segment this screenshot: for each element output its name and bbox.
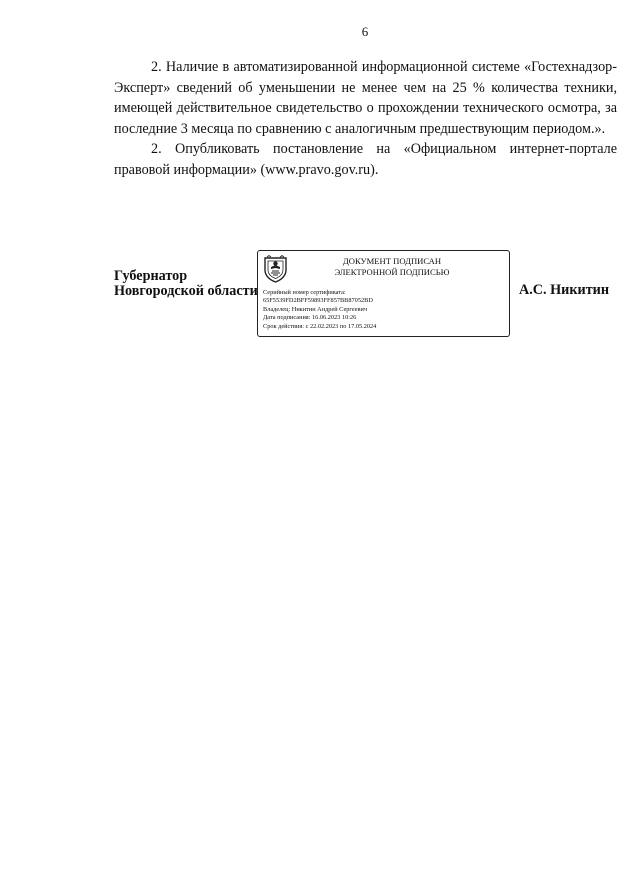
coat-of-arms-icon [263,255,288,283]
signer-name: А.С. Никитин [519,282,610,298]
page-number: 6 [361,24,369,39]
stamp-details [263,289,376,331]
stamp-signing-date: Дата подписания: 16.06.2023 10:26 [263,314,357,322]
signatory-position-line1: Губернатор [114,268,188,284]
stamp-owner: Владелец: Никитин Андрей Сергеевич [263,305,368,313]
electronic-signature-stamp [257,250,510,337]
stamp-certificate-serial: 65F5539FD2BFF59893FF857BB87052BD [263,297,373,305]
paragraph-publish: 2. Опубликовать постановление на «Официальном интернет-портале правовой информации» (www.pravo.gov.ru). [114,141,617,178]
stamp-validity-period: Срок действия: с 22.02.2023 по 17.05.2024 [263,322,377,330]
stamp-header-line1: ДОКУМЕНТ ПОДПИСАН [342,256,442,266]
signatory-position-line2: Новгородской области [114,282,258,299]
stamp-header [292,256,492,278]
signatory-position [114,269,258,298]
document-body [114,57,617,181]
stamp-certificate-label: Серийный номер сертификата: [263,289,346,296]
paragraph-criterion-2: 2. Наличие в автоматизированной информационной системе «Гостехнадзор-Эксперт» сведений об уменьшении не менее чем на 25 % количества техники, имеющей действительное свидетельство о прохождении технического осмотра, за последние 3 месяца по сравнению с аналогичным предшествующим периодом.». [114,59,617,137]
stamp-header-line2: ЭЛЕКТРОННОЙ ПОДПИСЬЮ [334,267,450,277]
